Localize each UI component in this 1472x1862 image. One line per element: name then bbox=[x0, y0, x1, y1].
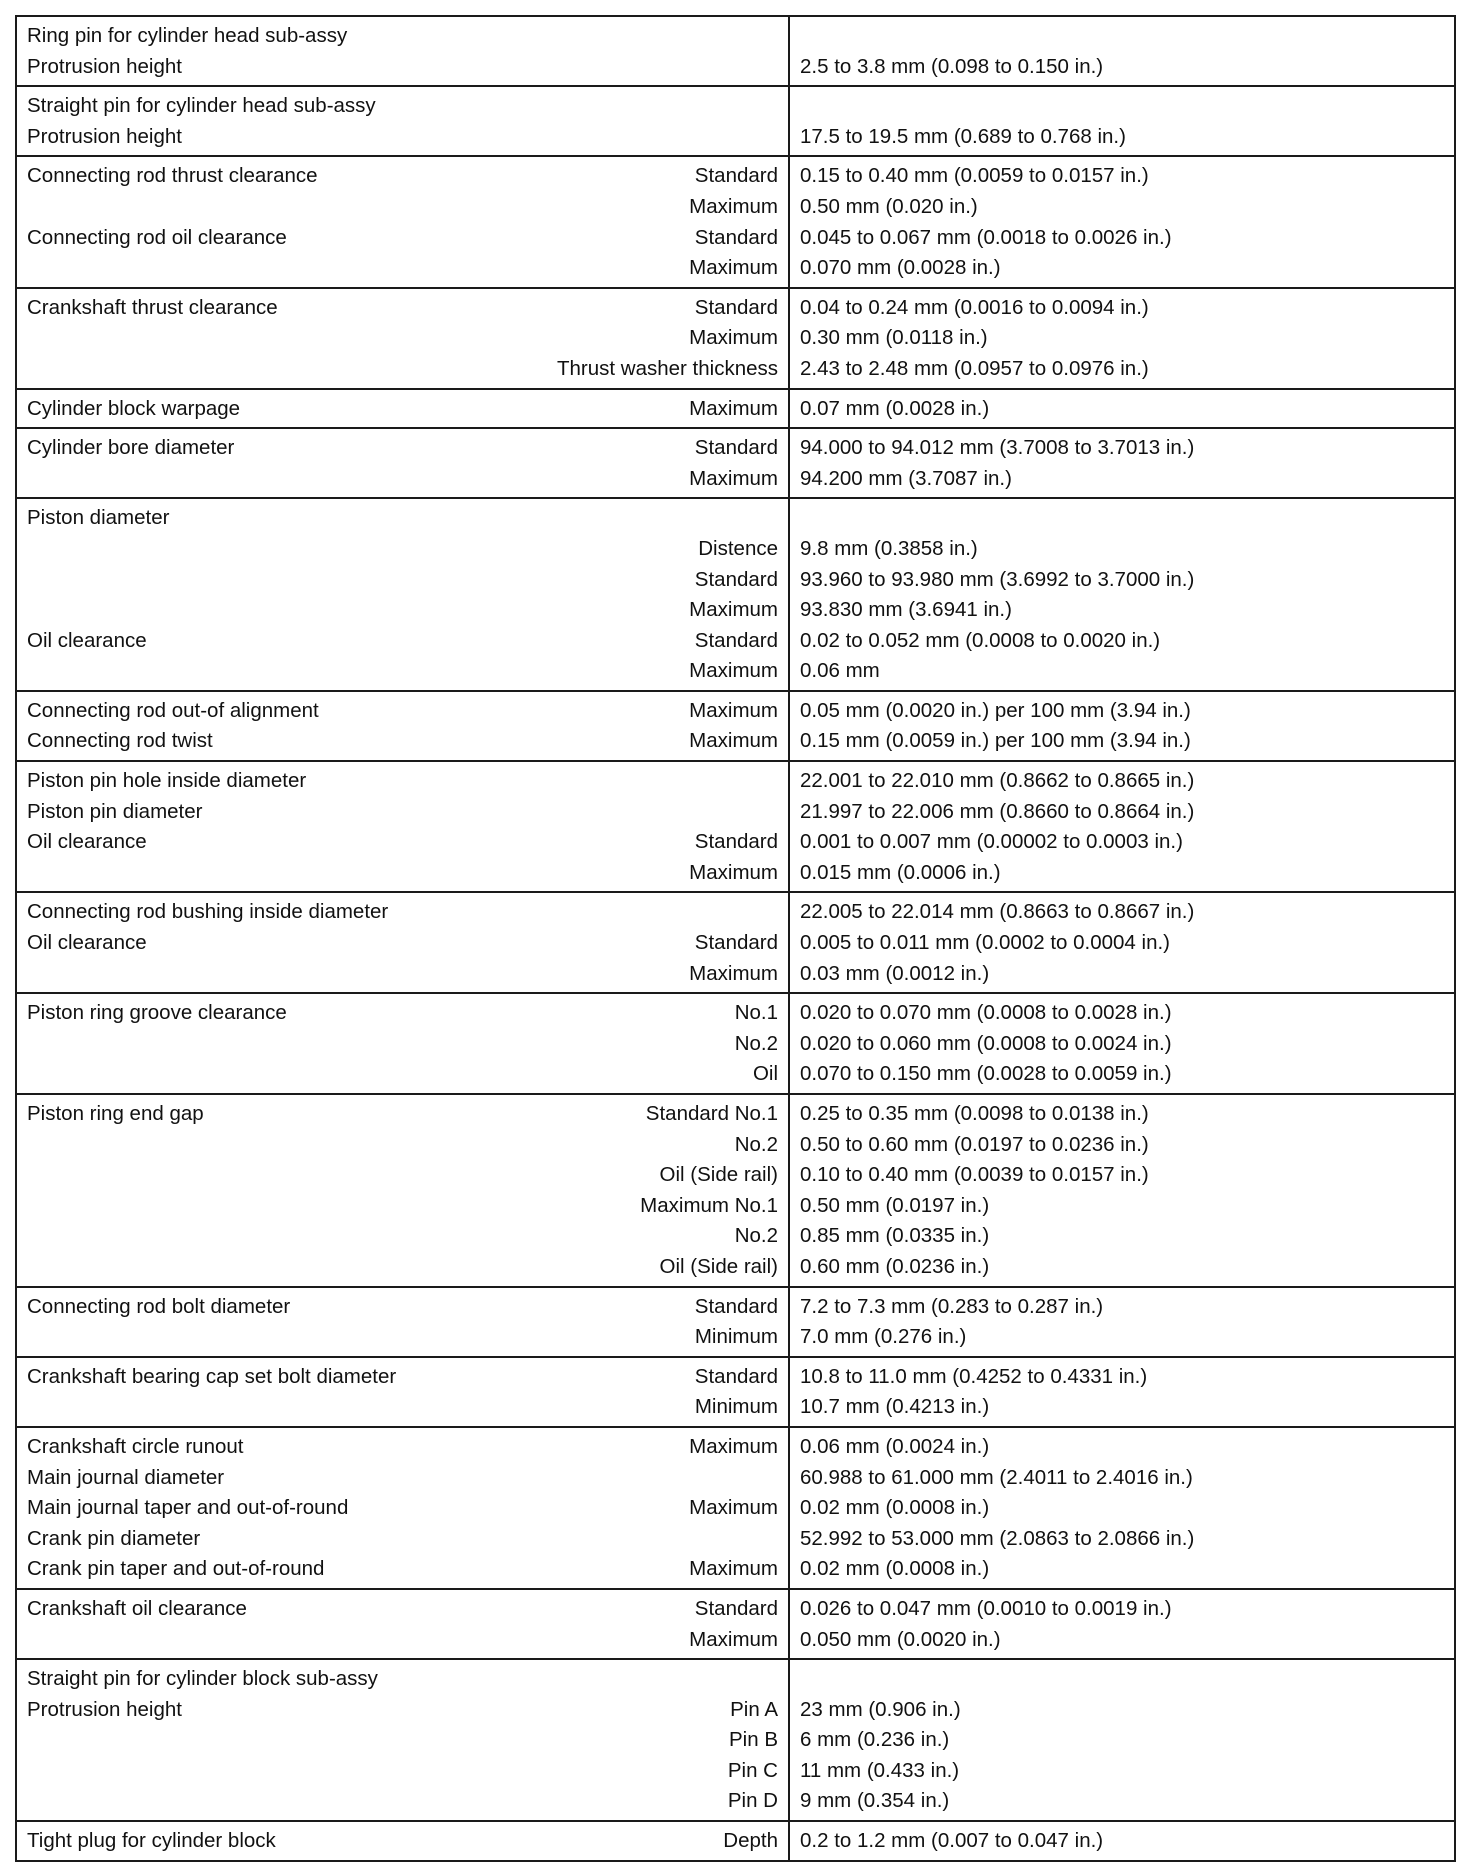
spec-value: 9.8 mm (0.3858 in.) bbox=[800, 536, 978, 560]
spec-condition-label: Thrust washer thickness bbox=[556, 356, 778, 380]
spec-condition-label: No.2 bbox=[734, 1132, 778, 1156]
spec-value: 22.001 to 22.010 mm (0.8662 to 0.8665 in.) bbox=[800, 769, 1195, 793]
spec-item-label: Tight plug for cylinder block bbox=[27, 1829, 276, 1853]
spec-section-row bbox=[16, 1821, 1455, 1861]
spec-item-cell bbox=[16, 16, 789, 86]
spec-item-label: Piston ring groove clearance bbox=[27, 1001, 287, 1025]
spec-item-cell bbox=[16, 1427, 789, 1589]
spec-condition-label: Maximum bbox=[689, 396, 778, 420]
spec-condition-label: Standard bbox=[694, 931, 778, 955]
spec-condition-label: Maximum bbox=[689, 326, 778, 350]
spec-condition-label: Maximum bbox=[689, 729, 778, 753]
spec-value: 23 mm (0.906 in.) bbox=[800, 1697, 961, 1721]
spec-line bbox=[27, 534, 778, 565]
spec-value-line bbox=[800, 464, 1444, 495]
spec-value: 94.000 to 94.012 mm (3.7008 to 3.7013 in.) bbox=[800, 436, 1195, 460]
spec-value: 0.001 to 0.007 mm (0.00002 to 0.0003 in.) bbox=[800, 830, 1183, 854]
spec-value-cell bbox=[789, 1659, 1455, 1821]
spec-condition-label: Maximum bbox=[689, 659, 778, 683]
spec-value: 0.045 to 0.067 mm (0.0018 to 0.0026 in.) bbox=[800, 225, 1172, 249]
spec-value-line bbox=[800, 797, 1444, 828]
spec-line bbox=[27, 1826, 778, 1857]
spec-line bbox=[27, 223, 778, 254]
spec-value-cell bbox=[789, 428, 1455, 498]
spec-item-cell bbox=[16, 993, 789, 1094]
spec-line bbox=[27, 354, 778, 385]
spec-item-cell bbox=[16, 1589, 789, 1659]
spec-line bbox=[27, 1191, 778, 1222]
spec-section-row bbox=[16, 16, 1455, 86]
spec-value-line bbox=[800, 354, 1444, 385]
spec-value-cell bbox=[789, 761, 1455, 892]
spec-line bbox=[27, 1463, 778, 1494]
spec-value-cell bbox=[789, 1427, 1455, 1589]
spec-line bbox=[27, 797, 778, 828]
spec-item-cell bbox=[16, 428, 789, 498]
spec-condition-label: Standard bbox=[694, 1294, 778, 1318]
spec-item-label: Straight pin for cylinder block sub-assy bbox=[27, 1667, 378, 1691]
spec-condition-label: Standard bbox=[694, 1596, 778, 1620]
spec-value-cell bbox=[789, 993, 1455, 1094]
spec-condition-label: Standard bbox=[694, 436, 778, 460]
spec-value: 94.200 mm (3.7087 in.) bbox=[800, 466, 1012, 490]
spec-line bbox=[27, 1786, 778, 1817]
spec-line bbox=[27, 1524, 778, 1555]
spec-section-row bbox=[16, 156, 1455, 287]
spec-value: 0.15 to 0.40 mm (0.0059 to 0.0157 in.) bbox=[800, 164, 1149, 188]
spec-item-cell bbox=[16, 1357, 789, 1427]
spec-line bbox=[27, 1029, 778, 1060]
spec-value: 0.050 mm (0.0020 in.) bbox=[800, 1627, 1001, 1651]
spec-section-row bbox=[16, 1357, 1455, 1427]
spec-item-cell bbox=[16, 389, 789, 429]
spec-value: 0.50 mm (0.020 in.) bbox=[800, 194, 978, 218]
spec-value: 0.020 to 0.070 mm (0.0008 to 0.0028 in.) bbox=[800, 1001, 1172, 1025]
spec-line bbox=[27, 1594, 778, 1625]
spec-line bbox=[27, 1392, 778, 1423]
spec-value: 17.5 to 19.5 mm (0.689 to 0.768 in.) bbox=[800, 124, 1126, 148]
spec-value-line bbox=[800, 1292, 1444, 1323]
spec-value-line bbox=[800, 1130, 1444, 1161]
spec-value-cell bbox=[789, 86, 1455, 156]
spec-section-row bbox=[16, 428, 1455, 498]
spec-section-row bbox=[16, 86, 1455, 156]
spec-line bbox=[27, 1221, 778, 1252]
spec-item-cell bbox=[16, 498, 789, 691]
spec-value-cell bbox=[789, 498, 1455, 691]
spec-condition-label: Depth bbox=[723, 1829, 778, 1853]
spec-condition-label: Pin B bbox=[729, 1728, 778, 1752]
spec-line bbox=[27, 1059, 778, 1090]
spec-value-line bbox=[800, 1059, 1444, 1090]
spec-value: 0.30 mm (0.0118 in.) bbox=[800, 326, 988, 350]
spec-line bbox=[27, 1493, 778, 1524]
spec-condition-label: Minimum bbox=[694, 1325, 778, 1349]
spec-item-cell bbox=[16, 761, 789, 892]
spec-value-line bbox=[800, 1322, 1444, 1353]
spec-line bbox=[27, 1554, 778, 1585]
spec-value: 0.50 to 0.60 mm (0.0197 to 0.0236 in.) bbox=[800, 1132, 1149, 1156]
spec-value: 0.02 mm (0.0008 in.) bbox=[800, 1557, 990, 1581]
spec-item-cell bbox=[16, 86, 789, 156]
spec-value-line bbox=[800, 1625, 1444, 1656]
spec-value-line bbox=[800, 21, 1444, 52]
spec-line bbox=[27, 161, 778, 192]
spec-condition-label: No.1 bbox=[734, 1001, 778, 1025]
spec-item-label: Oil clearance bbox=[27, 628, 147, 652]
spec-condition-label: Oil (Side rail) bbox=[659, 1163, 778, 1187]
spec-value-cell bbox=[789, 691, 1455, 761]
spec-value: 10.7 mm (0.4213 in.) bbox=[800, 1395, 990, 1419]
spec-item-label: Ring pin for cylinder head sub-assy bbox=[27, 24, 348, 47]
spec-condition-label: Maximum bbox=[689, 1434, 778, 1458]
spec-item-cell bbox=[16, 1821, 789, 1861]
spec-value: 0.25 to 0.35 mm (0.0098 to 0.0138 in.) bbox=[800, 1102, 1149, 1125]
spec-line bbox=[27, 1756, 778, 1787]
spec-condition-label: Standard bbox=[694, 628, 778, 652]
spec-line bbox=[27, 858, 778, 889]
spec-condition-label: Maximum bbox=[689, 1496, 778, 1520]
spec-line bbox=[27, 464, 778, 495]
spec-section-row bbox=[16, 498, 1455, 691]
spec-condition-label: Maximum bbox=[689, 698, 778, 722]
spec-value: 93.830 mm (3.6941 in.) bbox=[800, 598, 1012, 622]
spec-line bbox=[27, 192, 778, 223]
spec-item-cell bbox=[16, 156, 789, 287]
spec-condition-label: Pin A bbox=[730, 1697, 778, 1721]
spec-condition-label: Standard bbox=[694, 830, 778, 854]
spec-value-line bbox=[800, 998, 1444, 1029]
spec-condition-label: Maximum bbox=[689, 1627, 778, 1651]
spec-value-line bbox=[800, 223, 1444, 254]
spec-value-line bbox=[800, 726, 1444, 757]
spec-value: 0.06 mm (0.0024 in.) bbox=[800, 1434, 990, 1458]
spec-value-cell bbox=[789, 389, 1455, 429]
spec-item-label: Connecting rod bolt diameter bbox=[27, 1294, 291, 1318]
spec-item-label: Main journal taper and out-of-round bbox=[27, 1496, 349, 1520]
spec-item-cell bbox=[16, 892, 789, 993]
spec-line bbox=[27, 253, 778, 284]
spec-value-line bbox=[800, 1524, 1444, 1555]
spec-condition-label: Maximum bbox=[689, 466, 778, 490]
spec-value: 0.03 mm (0.0012 in.) bbox=[800, 961, 990, 985]
spec-value: 0.070 mm (0.0028 in.) bbox=[800, 256, 1001, 280]
spec-line bbox=[27, 827, 778, 858]
spec-value: 0.2 to 1.2 mm (0.007 to 0.047 in.) bbox=[800, 1829, 1104, 1853]
spec-value-line bbox=[800, 433, 1444, 464]
spec-value-line bbox=[800, 565, 1444, 596]
spec-value-line bbox=[800, 858, 1444, 889]
spec-value-line bbox=[800, 656, 1444, 687]
spec-item-label: Oil clearance bbox=[27, 830, 147, 854]
spec-item-label: Crankshaft thrust clearance bbox=[27, 295, 278, 319]
spec-line bbox=[27, 1725, 778, 1756]
spec-line bbox=[27, 1252, 778, 1283]
spec-item-label: Protrusion height bbox=[27, 1697, 182, 1721]
spec-condition-label: No.2 bbox=[734, 1031, 778, 1055]
spec-value: 0.005 to 0.011 mm (0.0002 to 0.0004 in.) bbox=[800, 931, 1171, 955]
spec-value-cell bbox=[789, 1287, 1455, 1357]
spec-value-line bbox=[800, 1756, 1444, 1787]
spec-value-cell bbox=[789, 16, 1455, 86]
spec-condition-label: Standard bbox=[694, 1364, 778, 1388]
spec-section-row bbox=[16, 1427, 1455, 1589]
spec-item-label: Main journal diameter bbox=[27, 1465, 225, 1489]
spec-value: 0.10 to 0.40 mm (0.0039 to 0.0157 in.) bbox=[800, 1163, 1149, 1187]
spec-line bbox=[27, 1160, 778, 1191]
spec-condition-label: Pin C bbox=[727, 1758, 778, 1782]
spec-value: 2.43 to 2.48 mm (0.0957 to 0.0976 in.) bbox=[800, 356, 1149, 380]
spec-item-label: Cylinder block warpage bbox=[27, 396, 241, 420]
spec-value-line bbox=[800, 1695, 1444, 1726]
spec-item-label: Connecting rod oil clearance bbox=[27, 225, 287, 249]
spec-line bbox=[27, 1432, 778, 1463]
spec-value-cell bbox=[789, 1821, 1455, 1861]
spec-section-row bbox=[16, 1094, 1455, 1287]
spec-table bbox=[15, 15, 1456, 1862]
spec-line bbox=[27, 91, 778, 122]
spec-item-label: Crankshaft oil clearance bbox=[27, 1596, 247, 1620]
spec-item-label: Oil clearance bbox=[27, 931, 147, 955]
spec-section-row bbox=[16, 892, 1455, 993]
spec-value-line bbox=[800, 394, 1444, 425]
spec-value-line bbox=[800, 1160, 1444, 1191]
spec-value-line bbox=[800, 626, 1444, 657]
spec-item-label: Piston pin hole inside diameter bbox=[27, 769, 307, 793]
spec-value-line bbox=[800, 595, 1444, 626]
spec-condition-label: Pin D bbox=[727, 1789, 778, 1813]
spec-line bbox=[27, 21, 778, 52]
spec-table-body bbox=[16, 16, 1455, 1861]
spec-item-label: Piston pin diameter bbox=[27, 799, 203, 823]
spec-value: 93.960 to 93.980 mm (3.6992 to 3.7000 in.) bbox=[800, 567, 1195, 591]
spec-value-line bbox=[800, 503, 1444, 534]
spec-line bbox=[27, 626, 778, 657]
spec-item-label: Connecting rod twist bbox=[27, 729, 213, 753]
spec-line bbox=[27, 122, 778, 153]
spec-value: 0.02 to 0.052 mm (0.0008 to 0.0020 in.) bbox=[800, 628, 1161, 652]
spec-condition-label: Minimum bbox=[694, 1395, 778, 1419]
spec-section-row bbox=[16, 761, 1455, 892]
spec-line bbox=[27, 897, 778, 928]
spec-value: 0.05 mm (0.0020 in.) per 100 mm (3.94 in.) bbox=[800, 698, 1191, 722]
spec-item-label: Straight pin for cylinder head sub-assy bbox=[27, 94, 376, 118]
spec-condition-label: Standard bbox=[694, 225, 778, 249]
spec-value-line bbox=[800, 192, 1444, 223]
spec-line bbox=[27, 595, 778, 626]
spec-line bbox=[27, 503, 778, 534]
spec-item-label: Crank pin taper and out-of-round bbox=[27, 1557, 325, 1581]
spec-line bbox=[27, 52, 778, 83]
spec-value: 2.5 to 3.8 mm (0.098 to 0.150 in.) bbox=[800, 54, 1104, 78]
spec-item-cell bbox=[16, 691, 789, 761]
spec-condition-label: Maximum bbox=[689, 961, 778, 985]
spec-value-line bbox=[800, 1664, 1444, 1695]
spec-value-line bbox=[800, 928, 1444, 959]
spec-condition-label: Standard bbox=[694, 567, 778, 591]
spec-value: 11 mm (0.433 in.) bbox=[800, 1758, 960, 1782]
spec-line bbox=[27, 1664, 778, 1695]
spec-value-cell bbox=[789, 156, 1455, 287]
spec-section-row bbox=[16, 691, 1455, 761]
spec-value-line bbox=[800, 1826, 1444, 1857]
spec-value-line bbox=[800, 1362, 1444, 1393]
spec-line bbox=[27, 323, 778, 354]
spec-value-line bbox=[800, 1252, 1444, 1283]
spec-value-line bbox=[800, 1594, 1444, 1625]
spec-condition-label: Maximum bbox=[689, 860, 778, 884]
spec-condition-label: Standard bbox=[694, 295, 778, 319]
spec-value-line bbox=[800, 897, 1444, 928]
spec-value-line bbox=[800, 122, 1444, 153]
spec-section-row bbox=[16, 288, 1455, 389]
spec-condition-label: Standard No.1 bbox=[645, 1102, 778, 1125]
spec-value-line bbox=[800, 696, 1444, 727]
spec-line bbox=[27, 1292, 778, 1323]
spec-value-line bbox=[800, 1786, 1444, 1817]
spec-condition-label: No.2 bbox=[734, 1224, 778, 1248]
spec-value: 0.50 mm (0.0197 in.) bbox=[800, 1193, 990, 1217]
spec-item-label: Cylinder bore diameter bbox=[27, 436, 235, 460]
spec-item-cell bbox=[16, 288, 789, 389]
spec-value: 7.0 mm (0.276 in.) bbox=[800, 1325, 967, 1349]
spec-value-line bbox=[800, 293, 1444, 324]
spec-condition-label: Maximum bbox=[689, 598, 778, 622]
spec-value: 22.005 to 22.014 mm (0.8663 to 0.8667 in.) bbox=[800, 900, 1195, 924]
spec-value: 9 mm (0.354 in.) bbox=[800, 1789, 950, 1813]
spec-value: 60.988 to 61.000 mm (2.4011 to 2.4016 in.) bbox=[800, 1465, 1193, 1489]
spec-value-line bbox=[800, 1554, 1444, 1585]
spec-item-cell bbox=[16, 1659, 789, 1821]
spec-line bbox=[27, 1322, 778, 1353]
spec-value-cell bbox=[789, 892, 1455, 993]
spec-value-line bbox=[800, 161, 1444, 192]
spec-line bbox=[27, 433, 778, 464]
spec-value-line bbox=[800, 323, 1444, 354]
spec-section-row bbox=[16, 389, 1455, 429]
spec-condition-label: Standard bbox=[694, 164, 778, 188]
spec-item-label: Crankshaft circle runout bbox=[27, 1434, 244, 1458]
spec-item-label: Protrusion height bbox=[27, 124, 182, 148]
spec-condition-label: Oil bbox=[752, 1062, 778, 1086]
spec-value: 7.2 to 7.3 mm (0.283 to 0.287 in.) bbox=[800, 1294, 1104, 1318]
spec-line bbox=[27, 959, 778, 990]
spec-value-line bbox=[800, 1191, 1444, 1222]
spec-value-cell bbox=[789, 1357, 1455, 1427]
spec-value-line bbox=[800, 1221, 1444, 1252]
spec-line bbox=[27, 565, 778, 596]
spec-value: 21.997 to 22.006 mm (0.8660 to 0.8664 in.) bbox=[800, 799, 1195, 823]
spec-section-row bbox=[16, 1589, 1455, 1659]
spec-value-line bbox=[800, 827, 1444, 858]
spec-value-line bbox=[800, 959, 1444, 990]
spec-value: 6 mm (0.236 in.) bbox=[800, 1728, 950, 1752]
spec-section-row bbox=[16, 1659, 1455, 1821]
spec-value: 0.15 mm (0.0059 in.) per 100 mm (3.94 in.) bbox=[800, 729, 1191, 753]
spec-line bbox=[27, 394, 778, 425]
spec-value: 0.85 mm (0.0335 in.) bbox=[800, 1224, 990, 1248]
spec-value-line bbox=[800, 1725, 1444, 1756]
spec-value: 0.015 mm (0.0006 in.) bbox=[800, 860, 1001, 884]
spec-value-line bbox=[800, 1029, 1444, 1060]
spec-value-line bbox=[800, 1463, 1444, 1494]
spec-value-line bbox=[800, 766, 1444, 797]
spec-item-label: Piston ring end gap bbox=[27, 1102, 204, 1125]
spec-item-label: Protrusion height bbox=[27, 54, 182, 78]
spec-item-label: Connecting rod bushing inside diameter bbox=[27, 900, 389, 924]
spec-line bbox=[27, 656, 778, 687]
spec-value-line bbox=[800, 1392, 1444, 1423]
spec-line bbox=[27, 726, 778, 757]
spec-condition-label: Maximum bbox=[689, 256, 778, 280]
spec-line bbox=[27, 696, 778, 727]
spec-value-cell bbox=[789, 288, 1455, 389]
spec-value-line bbox=[800, 1432, 1444, 1463]
spec-line bbox=[27, 1099, 778, 1130]
spec-line bbox=[27, 1362, 778, 1393]
spec-value: 0.026 to 0.047 mm (0.0010 to 0.0019 in.) bbox=[800, 1596, 1172, 1620]
spec-value-cell bbox=[789, 1589, 1455, 1659]
spec-value-line bbox=[800, 91, 1444, 122]
spec-item-cell bbox=[16, 1287, 789, 1357]
spec-line bbox=[27, 1130, 778, 1161]
spec-value: 10.8 to 11.0 mm (0.4252 to 0.4331 in.) bbox=[800, 1364, 1148, 1388]
spec-item-label: Crank pin diameter bbox=[27, 1526, 201, 1550]
spec-condition-label: Maximum No.1 bbox=[640, 1193, 778, 1217]
spec-value: 52.992 to 53.000 mm (2.0863 to 2.0866 in.) bbox=[800, 1526, 1195, 1550]
spec-value: 0.04 to 0.24 mm (0.0016 to 0.0094 in.) bbox=[800, 295, 1149, 319]
spec-value-line bbox=[800, 52, 1444, 83]
spec-value: 0.60 mm (0.0236 in.) bbox=[800, 1254, 990, 1278]
spec-value-line bbox=[800, 534, 1444, 565]
spec-condition-label: Maximum bbox=[689, 194, 778, 218]
spec-line bbox=[27, 293, 778, 324]
spec-line bbox=[27, 1695, 778, 1726]
spec-item-label: Crankshaft bearing cap set bolt diameter bbox=[27, 1364, 397, 1388]
spec-item-label: Connecting rod thrust clearance bbox=[27, 164, 318, 188]
spec-section-row bbox=[16, 993, 1455, 1094]
spec-line bbox=[27, 1625, 778, 1656]
spec-value: 0.06 mm bbox=[800, 659, 880, 683]
spec-section-row bbox=[16, 1287, 1455, 1357]
spec-value: 0.07 mm (0.0028 in.) bbox=[800, 396, 990, 420]
spec-item-cell bbox=[16, 1094, 789, 1287]
spec-line bbox=[27, 998, 778, 1029]
spec-item-label: Connecting rod out-of alignment bbox=[27, 698, 319, 722]
spec-value-line bbox=[800, 253, 1444, 284]
spec-line bbox=[27, 766, 778, 797]
spec-item-label: Piston diameter bbox=[27, 506, 170, 530]
spec-value-line bbox=[800, 1493, 1444, 1524]
spec-value-line bbox=[800, 1099, 1444, 1130]
spec-value: 0.020 to 0.060 mm (0.0008 to 0.0024 in.) bbox=[800, 1031, 1172, 1055]
spec-value: 0.02 mm (0.0008 in.) bbox=[800, 1496, 990, 1520]
spec-condition-label: Maximum bbox=[689, 1557, 778, 1581]
spec-condition-label: Oil (Side rail) bbox=[659, 1254, 778, 1278]
spec-value: 0.070 to 0.150 mm (0.0028 to 0.0059 in.) bbox=[800, 1062, 1172, 1086]
spec-line bbox=[27, 928, 778, 959]
spec-condition-label: Distence bbox=[698, 536, 778, 560]
spec-value-cell bbox=[789, 1094, 1455, 1287]
